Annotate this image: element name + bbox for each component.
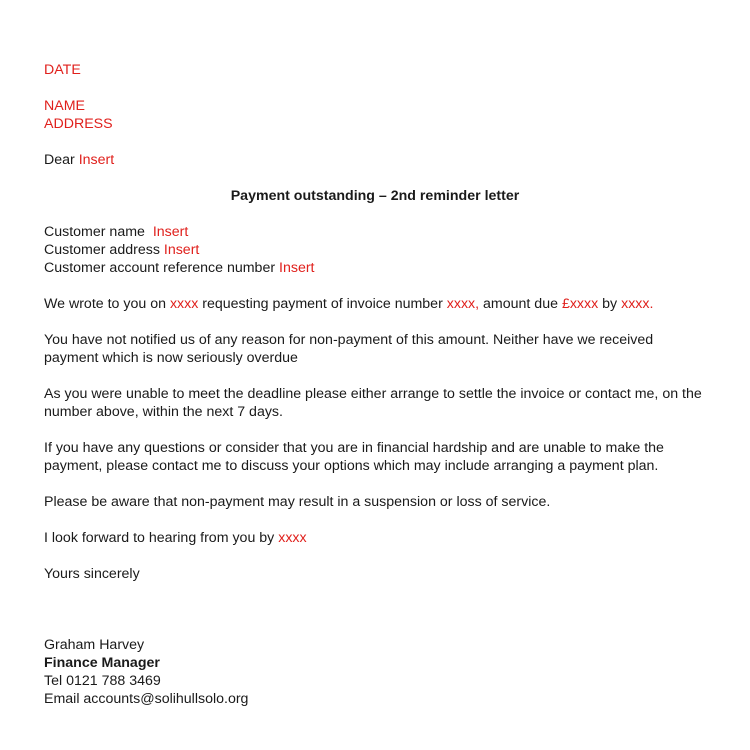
- p6-text: I look forward to hearing from you by: [44, 530, 275, 546]
- signature-name: Graham Harvey: [44, 637, 145, 653]
- signature-email: Email accounts@solihullsolo.org: [44, 691, 249, 707]
- salutation-insert: Insert: [78, 152, 115, 168]
- paragraph-request: [44, 295, 653, 313]
- customer-name-insert: Insert: [152, 224, 189, 240]
- address-placeholder: ADDRESS: [44, 116, 113, 132]
- paragraph-hardship-line-1: If you have any questions or consider that you are in financial hardship and are unable to make the: [44, 440, 664, 456]
- customer-account-line: [44, 259, 315, 277]
- p1-text-3: amount due: [483, 296, 558, 312]
- salutation-prefix: Dear: [44, 152, 75, 168]
- name-placeholder: NAME: [44, 98, 85, 114]
- p1-invoice-insert: xxxx,: [446, 296, 480, 312]
- signature-tel: Tel 0121 788 3469: [44, 673, 161, 689]
- p1-due-insert: xxxx.: [621, 296, 654, 312]
- paragraph-suspension: Please be aware that non-payment may result in a suspension or loss of service.: [44, 494, 551, 510]
- closing: Yours sincerely: [44, 566, 140, 582]
- paragraph-not-notified-line-2: payment which is now seriously overdue: [44, 350, 298, 366]
- paragraph-deadline-line-1: As you were unable to meet the deadline please either arrange to settle the invoice or contact me, on the: [44, 386, 702, 402]
- p1-date-insert: xxxx: [169, 296, 199, 312]
- customer-name-line: [44, 223, 188, 241]
- date-placeholder: DATE: [44, 62, 81, 78]
- p1-amount-insert: £xxxx: [561, 296, 599, 312]
- signature-role: Finance Manager: [44, 655, 160, 671]
- customer-address-line: [44, 241, 199, 259]
- paragraph-hardship-line-2: payment, please contact me to discuss your options which may include arranging a payment plan.: [44, 458, 659, 474]
- salutation: [44, 151, 114, 169]
- paragraph-not-notified-line-1: You have not notified us of any reason for non-payment of this amount. Neither have we received: [44, 332, 654, 348]
- customer-name-label: Customer name: [44, 224, 145, 240]
- customer-address-insert: Insert: [163, 242, 200, 258]
- p1-text-2: requesting payment of invoice number: [202, 296, 443, 312]
- customer-account-insert: Insert: [279, 260, 315, 276]
- letter-title: Payment outstanding – 2nd reminder letter: [230, 188, 520, 204]
- p1-text-4: by: [602, 296, 618, 312]
- p6-insert: xxxx: [278, 530, 307, 546]
- customer-address-label: Customer address: [44, 242, 160, 258]
- p1-text-1: We wrote to you on: [44, 296, 166, 312]
- paragraph-look-forward: [44, 529, 307, 547]
- customer-account-label: Customer account reference number: [44, 260, 276, 276]
- paragraph-deadline-line-2: number above, within the next 7 days.: [44, 404, 283, 420]
